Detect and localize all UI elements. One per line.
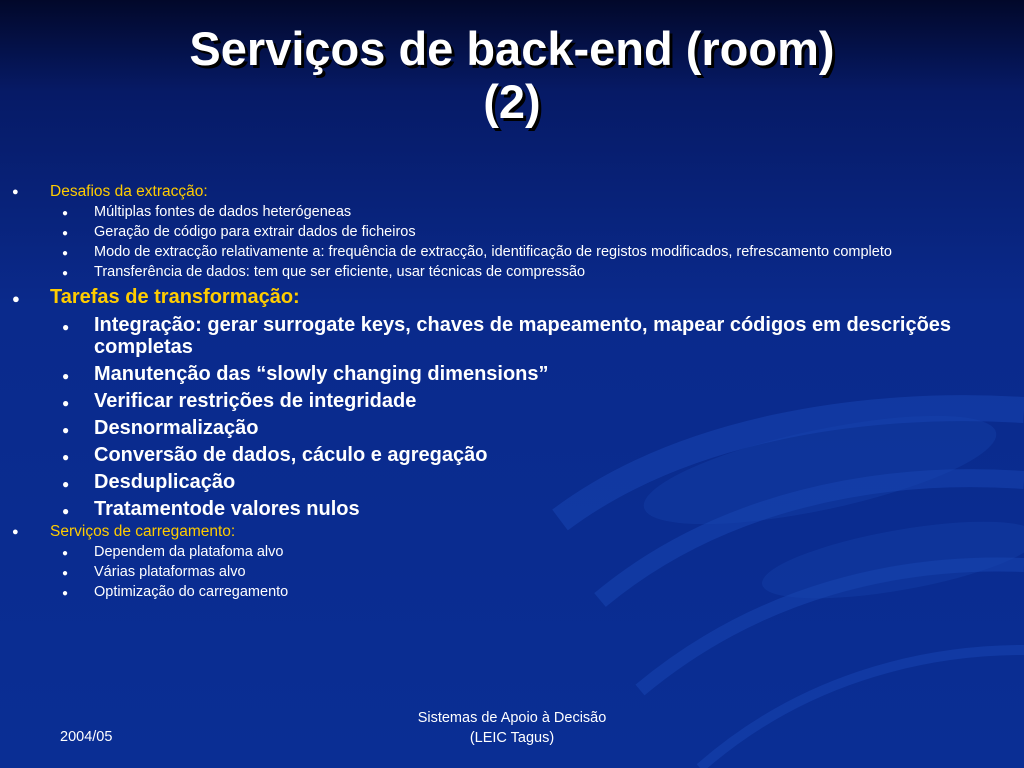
- slide-title-line1: Serviços de back-end (room): [189, 22, 835, 75]
- section-heading-text: Desafios da extracção:: [50, 183, 208, 200]
- list-item: [10, 471, 990, 493]
- slide-body: [10, 180, 990, 601]
- bullet-icon: ●: [62, 248, 69, 259]
- section-heading-text: Tarefas de transformação:: [50, 286, 300, 308]
- bullet-icon: ●: [62, 548, 69, 559]
- bullet-icon: ●: [62, 450, 70, 464]
- footer-course: [362, 708, 662, 748]
- bullet-icon: ●: [62, 423, 70, 437]
- list-item: [10, 363, 990, 385]
- list-item: [10, 224, 990, 241]
- footer-course-line1: Sistemas de Apoio à Decisão: [417, 710, 607, 726]
- list-item-text: Integração: gerar surrogate keys, chaves de mapeamento, mapear códigos em descrições completas: [94, 314, 952, 358]
- section-heading-text: Serviços de carregamento:: [50, 523, 236, 540]
- bullet-icon: ●: [62, 396, 70, 410]
- footer-course-line2: (LEIC Tagus): [469, 730, 555, 746]
- bullet-icon: ●: [62, 568, 69, 579]
- footer-date: 2004/05: [60, 729, 113, 745]
- list-item: [10, 584, 990, 601]
- list-item-text: Conversão de dados, cáculo e agregação: [94, 444, 488, 466]
- list-loading: [10, 544, 990, 601]
- bullet-icon: ●: [62, 504, 70, 518]
- bullet-icon: ●: [62, 369, 70, 383]
- bullet-icon: ●: [62, 320, 70, 334]
- list-item-text: Desduplicação: [94, 471, 236, 493]
- list-item-text: Modo de extracção relativamente a: frequência de extracção, identificação de registos modificados, refrescamento completo: [94, 244, 892, 260]
- bullet-icon: ●: [12, 186, 19, 198]
- section-heading-loading: [10, 522, 990, 541]
- bullet-icon: ●: [62, 588, 69, 599]
- bullet-icon: ●: [12, 291, 20, 306]
- list-item-text: Múltiplas fontes de dados heterógeneas: [94, 204, 352, 220]
- slide-title: [0, 22, 1024, 128]
- list-transformation: [10, 314, 990, 520]
- list-item: [10, 204, 990, 221]
- list-item-text: Verificar restrições de integridade: [94, 390, 417, 412]
- bullet-icon: ●: [62, 268, 69, 279]
- list-item-text: Transferência de dados: tem que ser eficiente, usar técnicas de compressão: [94, 264, 586, 280]
- bullet-icon: ●: [62, 477, 70, 491]
- list-item: [10, 244, 990, 261]
- list-item: [10, 444, 990, 466]
- section-heading-transformation: [10, 285, 990, 309]
- slide-title-line2: (2): [483, 75, 541, 128]
- bullet-icon: ●: [62, 208, 69, 219]
- list-item-text: Optimização do carregamento: [94, 584, 289, 600]
- list-item: [10, 544, 990, 561]
- list-item-text: Manutenção das “slowly changing dimensions”: [94, 363, 549, 385]
- list-item-text: Várias plataformas alvo: [94, 564, 246, 580]
- list-item: [10, 314, 990, 358]
- list-item: [10, 564, 990, 581]
- bullet-icon: ●: [12, 526, 19, 538]
- list-item-text: Dependem da platafoma alvo: [94, 544, 284, 560]
- list-extraction: [10, 204, 990, 281]
- list-item: [10, 498, 990, 520]
- list-item-text: Desnormalização: [94, 417, 259, 439]
- section-heading-extraction: [10, 182, 990, 201]
- list-item: [10, 417, 990, 439]
- list-item-text: Geração de código para extrair dados de ficheiros: [94, 224, 416, 240]
- bullet-icon: ●: [62, 228, 69, 239]
- list-item-text: Tratamentode valores nulos: [94, 498, 360, 520]
- list-item: [10, 264, 990, 281]
- list-item: [10, 390, 990, 412]
